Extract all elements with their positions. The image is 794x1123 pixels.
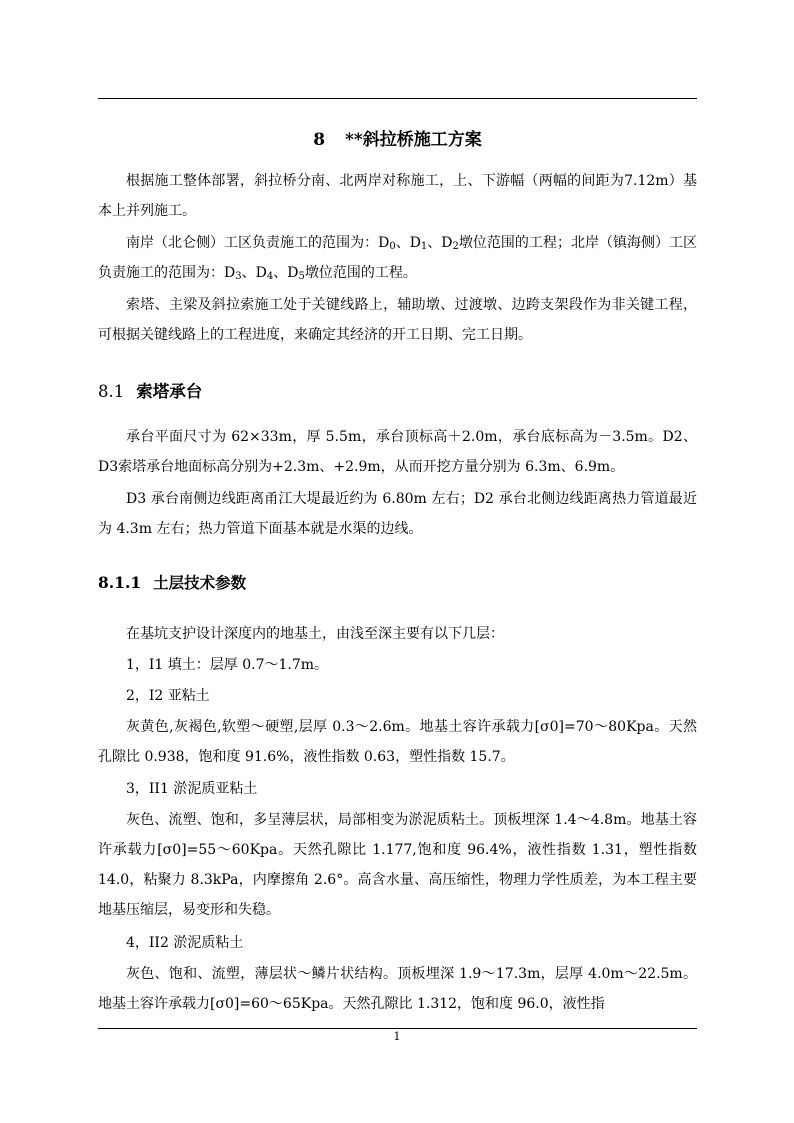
title-text: **斜拉桥施工方案 (345, 130, 482, 150)
footer-rule (98, 1028, 697, 1029)
page-number: 1 (393, 1030, 401, 1043)
layer-item-2-title: 2，I2 亚粘土 (126, 688, 210, 704)
section-title: 索塔承台 (136, 382, 203, 401)
layer-item-2-desc: 灰黄色,灰褐色,软塑～硬塑,层厚 0.3～2.6m。地基土容许承载力[σ0]=70～80Kpa。天然孔隙比 0.938，饱和度 91.6%，液性指数 0.63，塑性指数 15.7。 (98, 719, 697, 765)
section-heading-8-1 (98, 378, 202, 402)
title-number: 8 (313, 130, 326, 150)
sec1-paragraph-1: 承台平面尺寸为 62×33m，厚 5.5m，承台顶标高＋2.0m，承台底标高为－3.5m。D2、D3索塔承台地面标高分别为+2.3m、+2.9m，从而开挖方量分别为 6.3m、6.9m。 (98, 429, 697, 475)
page-title (98, 125, 697, 150)
section-heading-8-1-1 (98, 571, 246, 593)
section-number: 8.1 (98, 382, 125, 401)
layer-item-4-title: 4，II2 淤泥质粘土 (126, 935, 244, 951)
layer-item-1: 1，I1 填土：层厚 0.7～1.7m。 (126, 657, 329, 673)
layer-item-3-desc: 灰色、流塑、饱和，多呈薄层状，局部相变为淤泥质粘土。顶板埋深 1.4～4.8m。地基土容许承载力[σ0]=55～60Kpa。天然孔隙比 1.177,饱和度 96.4%，液性指数 1.31，塑性指数 14.0，粘聚力 8.3kPa，内摩擦角 2.6°。高含水量、高压缩性，物理力学性质差，为本工程主要地基压缩层，易变形和失稳。 (98, 812, 697, 918)
subsection-title: 土层技术参数 (153, 573, 247, 592)
intro-paragraph-1: 根据施工整体部署，斜拉桥分南、北两岸对称施工，上、下游幅（两幅的间距为7.12m）基本上并列施工。 (98, 173, 697, 219)
header-rule (98, 98, 697, 99)
intro-paragraph-2: 南岸（北仑侧）工区负责施工的范围为：$D_0$、$D_1$、$D_2$墩位范围的工程；北岸（镇海侧）工区负责施工的范围为：$D_3$、$D_4$、$D_5$墩位范围的工程。 (98, 235, 697, 282)
intro-paragraph-3: 索塔、主梁及斜拉索施工处于关键线路上，辅助墩、过渡墩、边跨支架段作为非关键工程，可根据关键线路上的工程进度，来确定其经济的开工日期、完工日期。 (98, 297, 697, 343)
sec2-paragraph-1: 在基坑支护设计深度内的地基土，由浅至深主要有以下几层： (126, 626, 504, 642)
layer-item-3-title: 3，II1 淤泥质亚粘土 (126, 781, 258, 797)
sec1-paragraph-2: D3 承台南侧边线距离甬江大堤最近约为 6.80m 左右；D2 承台北侧边线距离热力管道最近为 4.3m 左右；热力管道下面基本就是水渠的边线。 (98, 491, 697, 537)
subsection-number: 8.1.1 (98, 573, 142, 592)
layer-item-4-desc: 灰色、饱和、流塑，薄层状～鳞片状结构。顶板埋深 1.9～17.3m，层厚 4.0m～22.5m。地基土容许承载力[σ0]=60～65Kpa。天然孔隙比 1.312，饱和度 96.0，液性指 (98, 966, 697, 1012)
